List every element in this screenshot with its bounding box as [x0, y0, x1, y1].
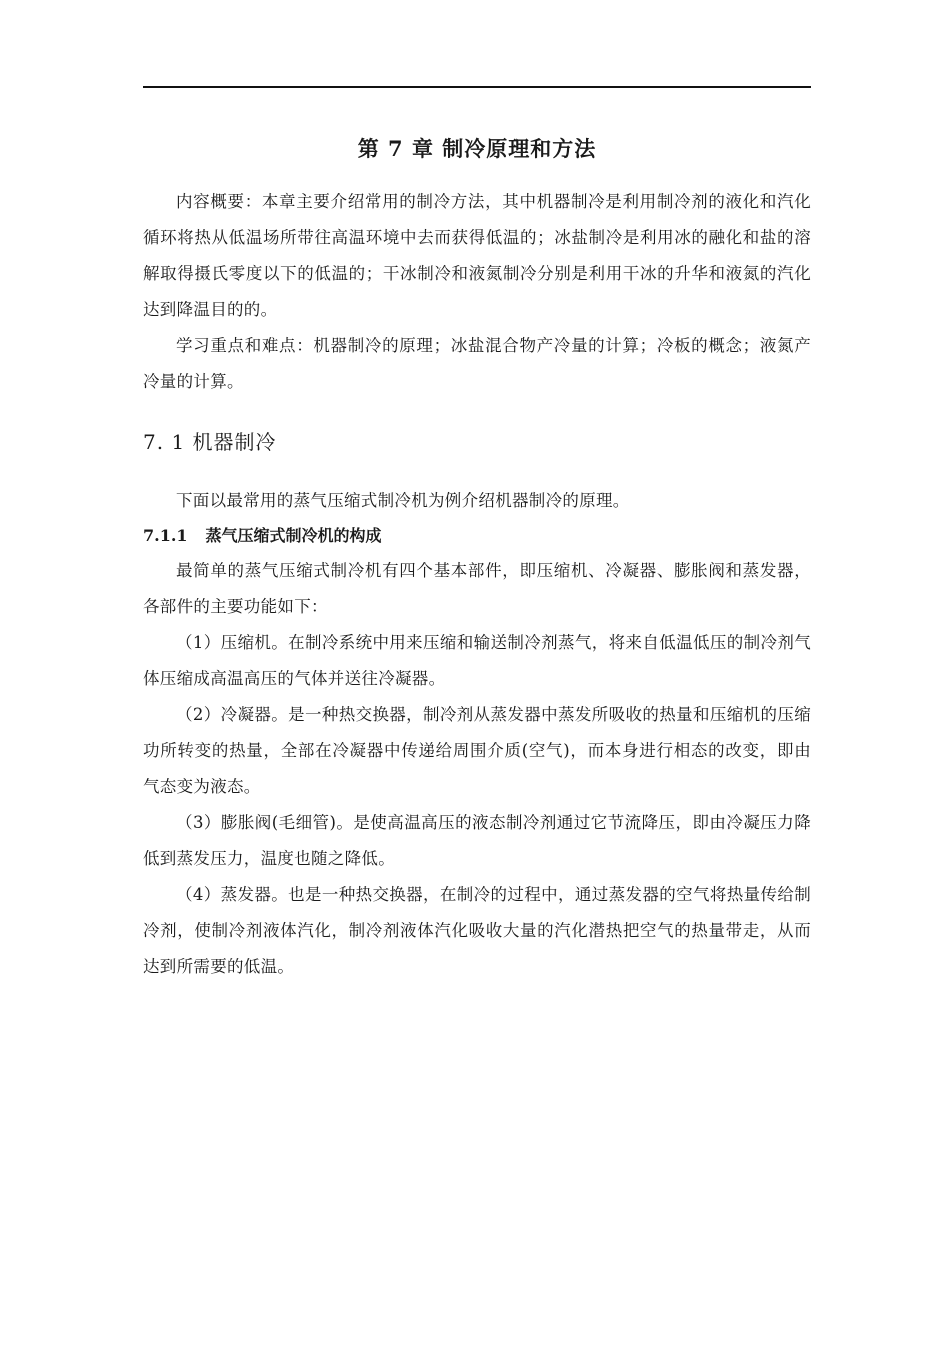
key-points-paragraph: 学习重点和难点：机器制冷的原理；冰盐混合物产冷量的计算；冷板的概念；液氮产冷量的计算。 — [143, 336, 811, 391]
item-evaporator: （4）蒸发器。也是一种热交换器，在制冷的过程中，通过蒸发器的空气将热量传给制冷剂，使制冷剂液体汽化，制冷剂液体汽化吸收大量的汽化潜热把空气的热量带走，从而达到所需要的低温。 — [143, 885, 811, 976]
header-rule — [143, 86, 811, 88]
section-heading: 7. 1 机器制冷 — [143, 430, 277, 454]
overview-paragraph: 内容概要：本章主要介绍常用的制冷方法，其中机器制冷是利用制冷剂的液化和汽化循环将热从低温场所带往高温环境中去而获得低温的；冰盐制冷是利用冰的融化和盐的溶解取得摄氏零度以下的低温的；干冰制冷和液氮制冷分别是利用干冰的升华和液氮的汽化达到降温目的的。 — [143, 192, 811, 319]
section-intro-paragraph: 下面以最常用的蒸气压缩式制冷机为例介绍机器制冷的原理。 — [176, 491, 630, 510]
subsection-number: 7.1.1 — [143, 526, 188, 545]
lead-paragraph: 最简单的蒸气压缩式制冷机有四个基本部件，即压缩机、冷凝器、膨胀阀和蒸发器，各部件的主要功能如下： — [143, 561, 811, 616]
item-expansion-valve: （3）膨胀阀(毛细管)。是使高温高压的液态制冷剂通过它节流降压，即由冷凝压力降低到蒸发压力，温度也随之降低。 — [143, 813, 811, 868]
chapter-title: 第 7 章 制冷原理和方法 — [357, 136, 597, 161]
item-condenser: （2）冷凝器。是一种热交换器，制冷剂从蒸发器中蒸发所吸收的热量和压缩机的压缩功所转变的热量，全部在冷凝器中传递给周围介质(空气)，而本身进行相态的改变，即由气态变为液态。 — [143, 705, 811, 796]
item-compressor: （1）压缩机。在制冷系统中用来压缩和输送制冷剂蒸气，将来自低温低压的制冷剂气体压缩成高温高压的气体并送往冷凝器。 — [143, 633, 811, 688]
subsection-title: 蒸气压缩式制冷机的构成 — [205, 526, 382, 545]
subsection-heading — [143, 519, 811, 553]
page-content — [143, 132, 811, 985]
